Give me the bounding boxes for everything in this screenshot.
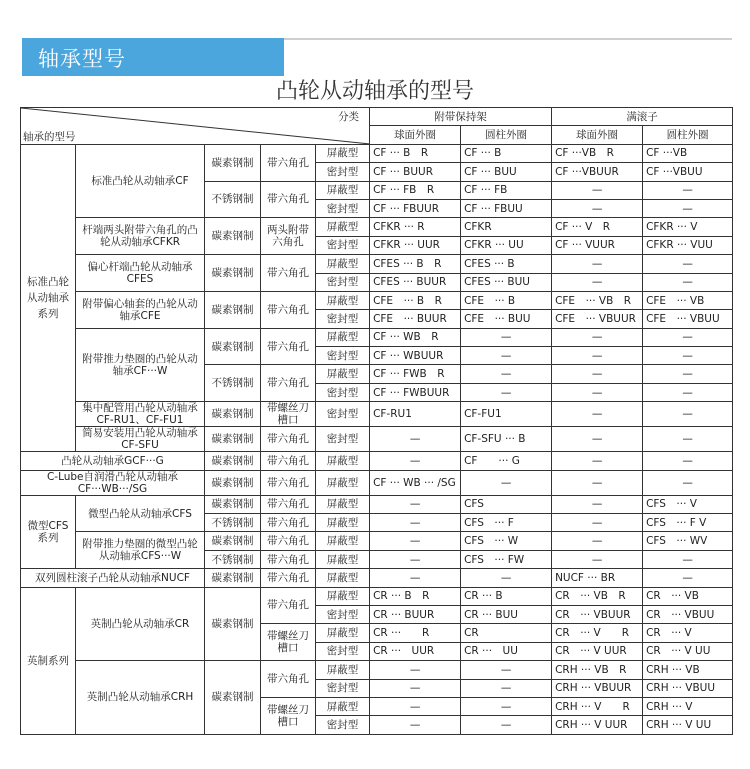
table-row bbox=[21, 291, 733, 309]
seal-type: 屏蔽型 bbox=[316, 218, 370, 236]
model-number-cell: — bbox=[370, 716, 461, 734]
model-number-cell: — bbox=[370, 679, 461, 697]
model-number-cell: CF ···VBUUR bbox=[552, 163, 643, 181]
model-number-cell: — bbox=[552, 427, 643, 452]
model-number-cell: — bbox=[643, 470, 733, 495]
model-number-cell: CR ··· UUR bbox=[370, 642, 461, 660]
model-number-cell: CF ··· WB R bbox=[370, 328, 461, 346]
model-number-cell: CR ··· VB bbox=[643, 587, 733, 605]
sub-header: 球面外圈 bbox=[552, 126, 643, 144]
model-number-cell: — bbox=[643, 181, 733, 199]
seal-type: 密封型 bbox=[316, 402, 370, 427]
shaft-end: 带六角孔 bbox=[261, 144, 316, 181]
seal-type: 屏蔽型 bbox=[316, 144, 370, 162]
model-number-cell: CFS ··· V bbox=[643, 495, 733, 513]
model-number-cell: CF ··· G bbox=[461, 452, 552, 470]
model-number-cell: CRH ··· VBUU bbox=[643, 679, 733, 697]
model-number-cell: CF-SFU ··· B bbox=[461, 427, 552, 452]
material: 碳素钢制 bbox=[205, 569, 261, 587]
model-number-cell: CF-RU1 bbox=[370, 402, 461, 427]
shaft-end: 带六角孔 bbox=[261, 291, 316, 328]
model-number-cell: CFKR bbox=[461, 218, 552, 236]
model-number-cell: CR ··· R bbox=[370, 624, 461, 642]
bearing-type: 附带偏心轴套的凸轮从动轴承CFE bbox=[76, 291, 205, 328]
model-number-cell: CFE ··· VBUU bbox=[643, 310, 733, 328]
model-number-cell: — bbox=[552, 470, 643, 495]
shaft-end: 带六角孔 bbox=[261, 532, 316, 550]
model-number-cell: CF ···VB bbox=[643, 144, 733, 162]
model-number-cell: CF ··· FBUUR bbox=[370, 199, 461, 217]
table-row bbox=[21, 452, 733, 470]
bearing-type: 英制凸轮从动轴承CR bbox=[76, 587, 205, 661]
material: 不锈钢制 bbox=[205, 181, 261, 218]
model-number-cell: — bbox=[552, 514, 643, 532]
model-number-cell: — bbox=[643, 452, 733, 470]
shaft-end: 带六角孔 bbox=[261, 470, 316, 495]
shaft-end: 带六角孔 bbox=[261, 550, 316, 568]
bearing-type: 集中配管用凸轮从动轴承CF-RU1、CF-FU1 bbox=[76, 402, 205, 427]
seal-type: 屏蔽型 bbox=[316, 569, 370, 587]
model-number-cell: CF ··· V R bbox=[552, 218, 643, 236]
material: 碳素钢制 bbox=[205, 661, 261, 735]
material: 碳素钢制 bbox=[205, 402, 261, 427]
section-title: 轴承型号 bbox=[38, 47, 126, 71]
model-number-cell: CF ··· B R bbox=[370, 144, 461, 162]
shaft-end: 带螺丝刀槽口 bbox=[261, 697, 316, 734]
model-number-cell: — bbox=[552, 199, 643, 217]
material: 碳素钢制 bbox=[205, 328, 261, 365]
model-number-cell: CR ··· VBUUR bbox=[552, 605, 643, 623]
model-number-cell: — bbox=[461, 569, 552, 587]
seal-type: 屏蔽型 bbox=[316, 470, 370, 495]
seal-type: 屏蔽型 bbox=[316, 697, 370, 715]
shaft-end: 带六角孔 bbox=[261, 365, 316, 402]
model-number-cell: CR ··· V R bbox=[552, 624, 643, 642]
model-number-cell: — bbox=[370, 569, 461, 587]
model-number-cell: CR bbox=[461, 624, 552, 642]
model-number-cell: — bbox=[461, 347, 552, 365]
model-number-cell: — bbox=[552, 255, 643, 273]
section-title-banner bbox=[22, 38, 284, 76]
seal-type: 屏蔽型 bbox=[316, 255, 370, 273]
model-number-cell: — bbox=[461, 716, 552, 734]
model-number-cell: CFES ··· B R bbox=[370, 255, 461, 273]
bearing-type: 标准凸轮从动轴承CF bbox=[76, 144, 205, 218]
bearing-model-table bbox=[20, 107, 733, 735]
model-number-cell: — bbox=[643, 383, 733, 401]
seal-type: 屏蔽型 bbox=[316, 532, 370, 550]
table-row bbox=[21, 218, 733, 236]
seal-type: 屏蔽型 bbox=[316, 624, 370, 642]
seal-type: 屏蔽型 bbox=[316, 291, 370, 309]
material: 碳素钢制 bbox=[205, 144, 261, 181]
series-label: 英制系列 bbox=[21, 587, 76, 734]
model-number-cell: CRH ··· VBUUR bbox=[552, 679, 643, 697]
shaft-end: 带螺丝刀槽口 bbox=[261, 624, 316, 661]
model-number-cell: — bbox=[461, 661, 552, 679]
series-label: 标准凸轮从动轴承系列 bbox=[21, 144, 76, 451]
seal-type: 屏蔽型 bbox=[316, 550, 370, 568]
shaft-end: 带六角孔 bbox=[261, 495, 316, 513]
model-number-cell: — bbox=[461, 679, 552, 697]
model-number-cell: CRH ··· V UU bbox=[643, 716, 733, 734]
bearing-type: 简易安装用凸轮从动轴承CF-SFU bbox=[76, 427, 205, 452]
bearing-type: 凸轮从动轴承GCF···G bbox=[21, 452, 205, 470]
model-number-cell: CR ··· BUU bbox=[461, 605, 552, 623]
seal-type: 密封型 bbox=[316, 605, 370, 623]
model-number-cell: CFKR ··· V bbox=[643, 218, 733, 236]
model-number-cell: CFE ··· BUU bbox=[461, 310, 552, 328]
sub-header: 圆柱外圈 bbox=[643, 126, 733, 144]
model-number-cell: CFS ··· WV bbox=[643, 532, 733, 550]
model-number-cell: CFS ··· W bbox=[461, 532, 552, 550]
model-number-cell: CRH ··· VB bbox=[643, 661, 733, 679]
bearing-type: 附带推力垫圈的凸轮从动轴承CF···W bbox=[76, 328, 205, 402]
model-number-cell: CF ··· FBUU bbox=[461, 199, 552, 217]
model-number-cell: CFS ··· F bbox=[461, 514, 552, 532]
group-header-full-roller: 满滚子 bbox=[552, 108, 733, 126]
model-number-cell: — bbox=[643, 427, 733, 452]
seal-type: 密封型 bbox=[316, 347, 370, 365]
model-number-cell: CF ··· B bbox=[461, 144, 552, 162]
model-number-cell: CF ··· VUUR bbox=[552, 236, 643, 254]
seal-type: 屏蔽型 bbox=[316, 365, 370, 383]
model-number-cell: CFKR ··· UUR bbox=[370, 236, 461, 254]
model-number-cell: CRH ··· V UUR bbox=[552, 716, 643, 734]
model-number-cell: — bbox=[552, 550, 643, 568]
table-row bbox=[21, 569, 733, 587]
model-number-cell: — bbox=[552, 532, 643, 550]
model-number-cell: CFES ··· BUU bbox=[461, 273, 552, 291]
bearing-type: C-Lube自润滑凸轮从动轴承CF···WB···/SG bbox=[21, 470, 205, 495]
table-row bbox=[21, 470, 733, 495]
model-number-cell: — bbox=[370, 550, 461, 568]
model-number-cell: CR ··· B R bbox=[370, 587, 461, 605]
model-number-cell: CF ··· FB bbox=[461, 181, 552, 199]
table-row bbox=[21, 144, 733, 162]
model-number-cell: — bbox=[461, 383, 552, 401]
seal-type: 屏蔽型 bbox=[316, 514, 370, 532]
model-number-cell: — bbox=[643, 402, 733, 427]
model-number-cell: CFS ··· FW bbox=[461, 550, 552, 568]
material: 碳素钢制 bbox=[205, 291, 261, 328]
model-number-cell: CR ··· B bbox=[461, 587, 552, 605]
material: 不锈钢制 bbox=[205, 514, 261, 532]
corner-cell bbox=[21, 108, 370, 145]
seal-type: 密封型 bbox=[316, 427, 370, 452]
model-number-cell: CRH ··· VB R bbox=[552, 661, 643, 679]
shaft-end: 带六角孔 bbox=[261, 587, 316, 624]
model-number-cell: CFS ··· F V bbox=[643, 514, 733, 532]
model-number-cell: CFE ··· B R bbox=[370, 291, 461, 309]
model-number-cell: CF-FU1 bbox=[461, 402, 552, 427]
material: 碳素钢制 bbox=[205, 452, 261, 470]
model-number-cell: — bbox=[643, 550, 733, 568]
model-number-cell: CFE ··· BUUR bbox=[370, 310, 461, 328]
bearing-type: 附带推力垫圈的微型凸轮从动轴承CFS···W bbox=[76, 532, 205, 569]
model-number-cell: — bbox=[370, 697, 461, 715]
model-number-cell: — bbox=[461, 697, 552, 715]
model-number-cell: NUCF ··· BR bbox=[552, 569, 643, 587]
model-number-cell: CRH ··· V R bbox=[552, 697, 643, 715]
shaft-end: 带螺丝刀槽口 bbox=[261, 402, 316, 427]
model-number-cell: CF ··· BUU bbox=[461, 163, 552, 181]
model-number-cell: — bbox=[552, 181, 643, 199]
seal-type: 密封型 bbox=[316, 642, 370, 660]
material: 碳素钢制 bbox=[205, 587, 261, 661]
model-number-cell: — bbox=[370, 452, 461, 470]
model-number-cell: — bbox=[370, 514, 461, 532]
model-number-cell: — bbox=[552, 495, 643, 513]
shaft-end: 两头附带六角孔 bbox=[261, 218, 316, 255]
table-row bbox=[21, 661, 733, 679]
shaft-end: 带六角孔 bbox=[261, 452, 316, 470]
shaft-end: 带六角孔 bbox=[261, 181, 316, 218]
model-number-cell: CFE ··· VB bbox=[643, 291, 733, 309]
model-number-cell: CFKR ··· UU bbox=[461, 236, 552, 254]
corner-label-category: 分类 bbox=[338, 111, 360, 123]
sub-header: 圆柱外圈 bbox=[461, 126, 552, 144]
model-number-cell: — bbox=[552, 452, 643, 470]
model-number-cell: — bbox=[552, 347, 643, 365]
seal-type: 屏蔽型 bbox=[316, 495, 370, 513]
seal-type: 屏蔽型 bbox=[316, 587, 370, 605]
model-number-cell: CR ··· UU bbox=[461, 642, 552, 660]
model-number-cell: — bbox=[643, 255, 733, 273]
seal-type: 密封型 bbox=[316, 199, 370, 217]
header-divider bbox=[284, 38, 732, 40]
model-number-cell: CF ··· WB ··· /SG bbox=[370, 470, 461, 495]
material: 碳素钢制 bbox=[205, 255, 261, 292]
model-number-cell: CR ··· BUUR bbox=[370, 605, 461, 623]
model-number-cell: — bbox=[552, 383, 643, 401]
shaft-end: 带六角孔 bbox=[261, 569, 316, 587]
shaft-end: 带六角孔 bbox=[261, 328, 316, 365]
model-number-cell: — bbox=[643, 569, 733, 587]
model-number-cell: — bbox=[552, 273, 643, 291]
model-number-cell: CF ··· WBUUR bbox=[370, 347, 461, 365]
table-row bbox=[21, 532, 733, 550]
model-number-cell: — bbox=[643, 273, 733, 291]
table-row bbox=[21, 495, 733, 513]
model-number-cell: CF ··· FWBUUR bbox=[370, 383, 461, 401]
seal-type: 密封型 bbox=[316, 679, 370, 697]
material: 不锈钢制 bbox=[205, 550, 261, 568]
model-number-cell: CFE ··· B bbox=[461, 291, 552, 309]
shaft-end: 带六角孔 bbox=[261, 514, 316, 532]
bearing-type: 微型凸轮从动轴承CFS bbox=[76, 495, 205, 532]
seal-type: 密封型 bbox=[316, 383, 370, 401]
material: 碳素钢制 bbox=[205, 532, 261, 550]
bearing-type: 杆端两头附带六角孔的凸轮从动轴承CFKR bbox=[76, 218, 205, 255]
model-number-cell: CRH ··· V bbox=[643, 697, 733, 715]
model-number-cell: — bbox=[370, 427, 461, 452]
seal-type: 密封型 bbox=[316, 236, 370, 254]
seal-type: 密封型 bbox=[316, 273, 370, 291]
material: 不锈钢制 bbox=[205, 365, 261, 402]
model-number-cell: — bbox=[370, 532, 461, 550]
material: 碳素钢制 bbox=[205, 470, 261, 495]
model-number-cell: CR ··· V UUR bbox=[552, 642, 643, 660]
model-number-cell: CFS bbox=[461, 495, 552, 513]
model-number-cell: CR ··· V bbox=[643, 624, 733, 642]
header-row bbox=[21, 108, 733, 126]
model-number-cell: — bbox=[370, 661, 461, 679]
material: 碳素钢制 bbox=[205, 427, 261, 452]
seal-type: 密封型 bbox=[316, 163, 370, 181]
model-number-cell: — bbox=[461, 470, 552, 495]
model-number-cell: — bbox=[643, 365, 733, 383]
table-row bbox=[21, 255, 733, 273]
seal-type: 屏蔽型 bbox=[316, 328, 370, 346]
table-row bbox=[21, 587, 733, 605]
model-number-cell: — bbox=[643, 347, 733, 365]
model-number-cell: CFKR ··· R bbox=[370, 218, 461, 236]
seal-type: 屏蔽型 bbox=[316, 452, 370, 470]
model-number-cell: CFE ··· VBUUR bbox=[552, 310, 643, 328]
model-number-cell: CFE ··· VB R bbox=[552, 291, 643, 309]
bearing-type: 偏心杆端凸轮从动轴承CFES bbox=[76, 255, 205, 292]
seal-type: 屏蔽型 bbox=[316, 181, 370, 199]
shaft-end: 带六角孔 bbox=[261, 427, 316, 452]
model-number-cell: CF ···VBUU bbox=[643, 163, 733, 181]
corner-label-model: 轴承的型号 bbox=[23, 130, 76, 143]
bearing-type: 英制凸轮从动轴承CRH bbox=[76, 661, 205, 735]
model-number-cell: CFES ··· B bbox=[461, 255, 552, 273]
model-number-cell: CR ··· VBUU bbox=[643, 605, 733, 623]
model-number-cell: — bbox=[552, 402, 643, 427]
model-number-cell: CF ··· FB R bbox=[370, 181, 461, 199]
sub-header: 球面外圈 bbox=[370, 126, 461, 144]
table-row bbox=[21, 402, 733, 427]
model-number-cell: — bbox=[370, 495, 461, 513]
model-number-cell: CFES ··· BUUR bbox=[370, 273, 461, 291]
model-number-cell: CF ···VB R bbox=[552, 144, 643, 162]
series-label: 微型CFS系列 bbox=[21, 495, 76, 569]
seal-type: 屏蔽型 bbox=[316, 661, 370, 679]
shaft-end: 带六角孔 bbox=[261, 661, 316, 698]
model-number-cell: — bbox=[643, 328, 733, 346]
model-number-cell: — bbox=[461, 328, 552, 346]
model-number-cell: CFKR ··· VUU bbox=[643, 236, 733, 254]
model-number-cell: CR ··· V UU bbox=[643, 642, 733, 660]
group-header-cage: 附带保持架 bbox=[370, 108, 552, 126]
model-number-cell: — bbox=[552, 328, 643, 346]
table-row bbox=[21, 427, 733, 452]
model-number-cell: CF ··· BUUR bbox=[370, 163, 461, 181]
model-number-cell: CR ··· VB R bbox=[552, 587, 643, 605]
seal-type: 密封型 bbox=[316, 716, 370, 734]
model-number-cell: CF ··· FWB R bbox=[370, 365, 461, 383]
model-number-cell: — bbox=[552, 365, 643, 383]
shaft-end: 带六角孔 bbox=[261, 255, 316, 292]
bearing-type: 双列圆柱滚子凸轮从动轴承NUCF bbox=[21, 569, 205, 587]
model-number-cell: — bbox=[643, 199, 733, 217]
table-row bbox=[21, 328, 733, 346]
document-title: 凸轮从动轴承的型号 bbox=[275, 79, 474, 104]
material: 碳素钢制 bbox=[205, 218, 261, 255]
seal-type: 密封型 bbox=[316, 310, 370, 328]
model-number-cell: — bbox=[461, 365, 552, 383]
material: 碳素钢制 bbox=[205, 495, 261, 513]
